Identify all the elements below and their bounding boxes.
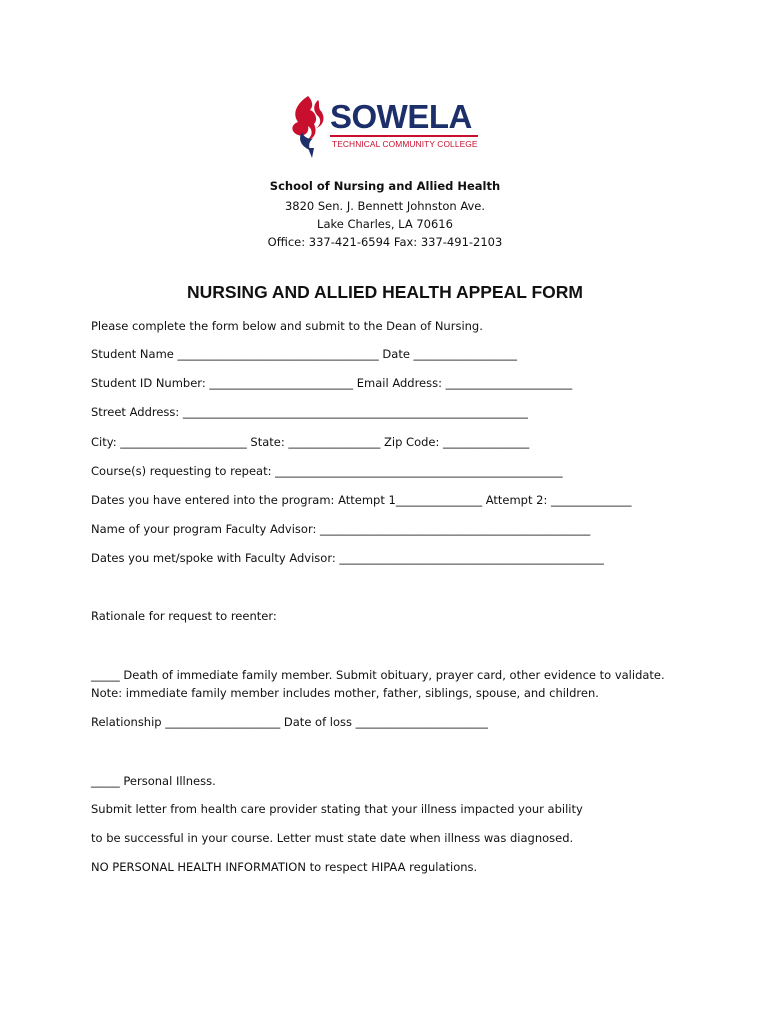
death-checkbox-line[interactable]: _____ Death of immediate family member. Submit obituary, prayer card, other evidence to validate. [91,668,665,682]
form-title: NURSING AND ALLIED HEALTH APPEAL FORM [186,282,583,302]
logo-wordmark: SOWELA [330,98,472,135]
relationship-field[interactable]: Relationship ____________________ Date of loss _______________________ [91,715,488,729]
sowela-logo [288,94,488,160]
logo-subtitle: TECHNICAL COMMUNITY COLLEGE [332,139,478,149]
address-line-2: Lake Charles, LA 70616 [317,217,453,231]
office-phone: Office: 337-421-6594 Fax: 337-491-2103 [267,235,503,249]
instructions: Please complete the form below and submit to the Dean of Nursing. [91,319,483,333]
advisor-dates-field[interactable]: Dates you met/spoke with Faculty Advisor: ______________________________________________ [91,551,604,565]
student-id-field[interactable]: Student ID Number: _________________________ Email Address: ______________________ [91,376,573,390]
student-name-field[interactable]: Student Name ___________________________________ Date __________________ [91,347,518,361]
illness-checkbox-line[interactable]: _____ Personal Illness. [91,774,216,788]
illness-instruction-1: Submit letter from health care provider stating that your illness impacted your ability [91,802,583,816]
attempt-dates-field[interactable]: Dates you have entered into the program: Attempt 1_______________ Attempt 2: ______________ [91,493,632,507]
street-address-field[interactable]: Street Address: ____________________________________________________________ [91,405,528,419]
school-name: School of Nursing and Allied Health [269,179,501,193]
address-line-1: 3820 Sen. J. Bennett Johnston Ave. [284,199,486,213]
logo-rule [330,135,478,137]
courses-field[interactable]: Course(s) requesting to repeat: __________________________________________________ [91,464,563,478]
illness-instruction-2: to be successful in your course. Letter must state date when illness was diagnosed. [91,831,574,845]
faculty-advisor-field[interactable]: Name of your program Faculty Advisor: _______________________________________________ [91,522,591,536]
illness-instruction-3: NO PERSONAL HEALTH INFORMATION to respect HIPAA regulations. [91,860,478,874]
rationale-heading: Rationale for request to reenter: [91,609,277,623]
city-state-zip-field[interactable]: City: ______________________ State: ________________ Zip Code: _______________ [91,435,530,449]
death-note: Note: immediate family member includes mother, father, siblings, spouse, and children. [91,686,599,700]
flame-icon [288,94,330,160]
